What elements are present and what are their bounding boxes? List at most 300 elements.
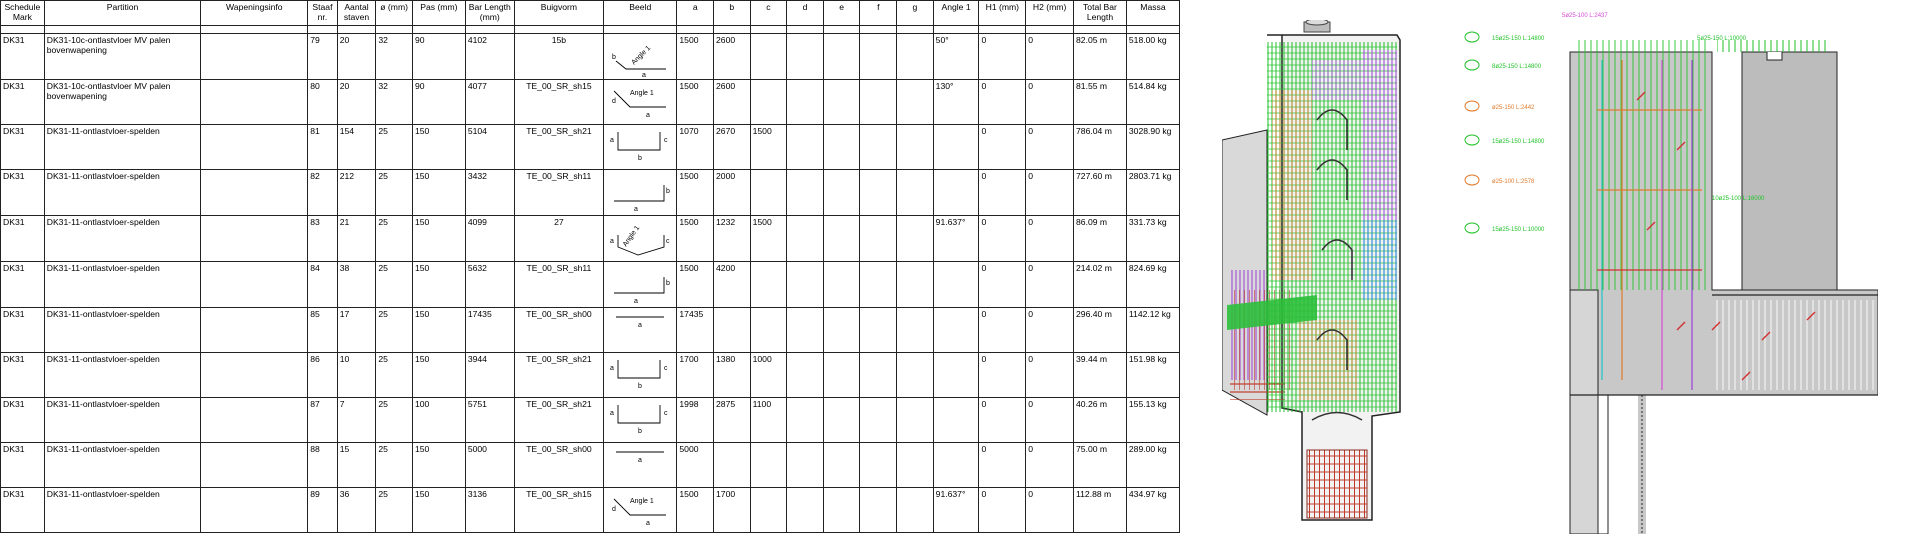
cell-buigvorm: 15b [514,34,604,80]
cell-buigvorm: TE_00_SR_sh11 [514,262,604,308]
cell-h1: 0 [979,125,1026,170]
cell-f [860,34,897,80]
cell-h2: 0 [1026,262,1074,308]
cell-partition: DK31-11-ontlastvloer-spelden [44,353,201,398]
cell-h2: 0 [1026,216,1074,262]
cell-f [860,170,897,216]
column-header-g: g [897,1,934,26]
cell-buigvorm: TE_00_SR_sh21 [514,353,604,398]
bar-shape-straight [608,309,672,351]
cell-dia: 25 [376,398,413,443]
bar-shape-l [608,263,672,305]
cell-dia: 25 [376,216,413,262]
cell-g [897,34,934,80]
column-header-beeld: Beeld [604,1,677,26]
schedule-body [1,26,1180,533]
shape-label-angle: Angle 1 [630,44,653,67]
cell-length: 4099 [465,216,514,262]
cell-info [201,443,308,488]
rebar-plan-view [1462,0,1878,534]
shape-label-c: c [664,410,668,417]
cell-length: 5751 [465,398,514,443]
cell-c: 1500 [750,216,787,262]
column-header-d: d [787,1,824,26]
cell-buigvorm: TE_00_SR_sh21 [514,398,604,443]
cell-beeld [604,34,677,80]
cell-d [787,125,824,170]
column-header-buigvorm: Buigvorm [514,1,604,26]
cell-h2: 0 [1026,488,1074,533]
cell-f [860,80,897,125]
cell-mark: DK31 [1,216,45,262]
cell-partition: DK31-11-ontlastvloer-spelden [44,443,201,488]
cell-info [201,262,308,308]
table-row [1,125,1180,170]
cell-dia: 25 [376,488,413,533]
cell-beeld [604,443,677,488]
cell-beeld [604,170,677,216]
cell-e [823,443,860,488]
table-row [1,308,1180,353]
cell-beeld [604,80,677,125]
cell-a: 1070 [677,125,714,170]
cell-h1: 0 [979,353,1026,398]
cell-mark: DK31 [1,80,45,125]
shape-label-b: b [638,428,643,435]
cell-a: 1700 [677,353,714,398]
cell-e [823,398,860,443]
shape-label-angle: Angle 1 [622,224,642,249]
cell-a: 1500 [677,216,714,262]
cell-e [823,308,860,353]
cell-staaf: 89 [308,488,338,533]
cell-pas: 150 [412,443,465,488]
cell-h1: 0 [979,443,1026,488]
cell-partition: DK31-10c-ontlastvloer MV palen bovenwapening [44,80,201,125]
cell-pas: 150 [412,170,465,216]
column-header-info: Wapeningsinfo [201,1,308,26]
column-header-dia: ø (mm) [376,1,413,26]
cell-h2: 0 [1026,125,1074,170]
cell-total: 214.02 m [1074,262,1127,308]
cell-e [823,125,860,170]
rebar-3d-drawing [1222,20,1432,534]
cell-h1: 0 [979,170,1026,216]
cell-staaf: 84 [308,262,338,308]
cell-h2: 0 [1026,34,1074,80]
cell-a: 17435 [677,308,714,353]
shape-label-b: b [638,383,643,390]
table-row [1,34,1180,80]
cell-d [787,443,824,488]
column-header-b: b [714,1,751,26]
cell-h1: 0 [979,262,1026,308]
cell-d [787,216,824,262]
cell-massa: 155.13 kg [1126,398,1179,443]
cell-a: 1500 [677,34,714,80]
column-header-aantal: Aantal staven [337,1,376,26]
cell-massa: 514.84 kg [1126,80,1179,125]
cell-mark: DK31 [1,170,45,216]
cell-massa: 824.69 kg [1126,262,1179,308]
cell-a: 1500 [677,170,714,216]
plan-label-5: ø25-100 L:2578 [1492,179,1535,185]
cell-h2: 0 [1026,80,1074,125]
cell-c: 1500 [750,125,787,170]
cell-buigvorm: TE_00_SR_sh11 [514,170,604,216]
cell-buigvorm: TE_00_SR_sh00 [514,443,604,488]
cell-e [823,80,860,125]
cell-total: 112.88 m [1074,488,1127,533]
cell-e [823,216,860,262]
cell-d [787,308,824,353]
cell-staaf: 87 [308,398,338,443]
cell-buigvorm: TE_00_SR_sh21 [514,125,604,170]
cell-d [787,398,824,443]
cell-dia: 25 [376,443,413,488]
cell-length: 3432 [465,170,514,216]
cell-dia: 32 [376,34,413,80]
cell-aantal: 20 [337,80,376,125]
cell-pas: 100 [412,398,465,443]
rebar-plan-drawing [1462,0,1878,534]
cell-pas: 150 [412,308,465,353]
cell-g [897,308,934,353]
cell-pas: 150 [412,353,465,398]
column-header-angle1: Angle 1 [933,1,979,26]
column-header-massa: Massa [1126,1,1179,26]
bar-shape-l [608,171,672,213]
cell-aantal: 20 [337,34,376,80]
cell-angle1 [933,262,979,308]
bar-shape-angle_d [608,81,672,123]
cell-partition: DK31-11-ontlastvloer-spelden [44,308,201,353]
cell-buigvorm: TE_00_SR_sh00 [514,308,604,353]
shape-label-a: a [610,137,615,144]
plan-label-right-mid: 10ø25-100 L:16000 [1712,196,1765,202]
cell-mark: DK31 [1,443,45,488]
cell-buigvorm: TE_00_SR_sh15 [514,80,604,125]
column-header-partition: Partition [44,1,201,26]
cell-info [201,488,308,533]
cell-e [823,353,860,398]
plan-label-top-right: 5ø25-150 L:10000 [1697,36,1747,42]
cell-info [201,34,308,80]
cell-buigvorm: 27 [514,216,604,262]
shape-label-a: a [610,238,615,245]
cell-staaf: 81 [308,125,338,170]
cell-beeld [604,262,677,308]
column-header-f: f [860,1,897,26]
table-row [1,170,1180,216]
cell-aantal: 36 [337,488,376,533]
shape-label-angle: Angle 1 [630,90,655,97]
cell-partition: DK31-11-ontlastvloer-spelden [44,488,201,533]
cell-length: 5000 [465,443,514,488]
shape-label-b: b [638,155,643,162]
shape-label-c: c [664,365,668,372]
cell-mark: DK31 [1,262,45,308]
cell-b: 1380 [714,353,751,398]
column-header-h1: H1 (mm) [979,1,1026,26]
cell-b [714,308,751,353]
shape-label-a: a [610,365,615,372]
shape-label-a: a [610,410,615,417]
table-row [1,262,1180,308]
cell-pas: 90 [412,34,465,80]
shape-label-c: c [664,137,668,144]
bar-shape-u [608,399,672,441]
cell-a: 1500 [677,262,714,308]
cell-h2: 0 [1026,443,1074,488]
cell-beeld [604,216,677,262]
cell-partition: DK31-11-ontlastvloer-spelden [44,398,201,443]
bar-shape-u [608,354,672,396]
cell-info [201,398,308,443]
cell-f [860,488,897,533]
cell-c [750,262,787,308]
cell-pas: 90 [412,80,465,125]
column-header-total: Total Bar Length [1074,1,1127,26]
shape-label-a: a [646,112,651,119]
cell-h1: 0 [979,308,1026,353]
column-header-c: c [750,1,787,26]
cell-h1: 0 [979,398,1026,443]
cell-total: 81.55 m [1074,80,1127,125]
cell-dia: 25 [376,353,413,398]
cell-d [787,80,824,125]
shape-label-d: d [612,98,617,105]
column-header-pas: Pas (mm) [412,1,465,26]
cell-g [897,170,934,216]
table-row [1,398,1180,443]
cell-mark: DK31 [1,398,45,443]
cell-angle1: 50° [933,34,979,80]
header-row [1,1,1180,26]
cell-c [750,308,787,353]
cell-a: 1500 [677,488,714,533]
cell-partition: DK31-11-ontlastvloer-spelden [44,216,201,262]
shape-label-b: b [612,54,617,61]
cell-aantal: 10 [337,353,376,398]
table-row [1,353,1180,398]
cell-b: 2000 [714,170,751,216]
cell-f [860,125,897,170]
cell-total: 86.09 m [1074,216,1127,262]
cell-h1: 0 [979,216,1026,262]
cell-beeld [604,488,677,533]
plan-label-4: 15ø25-150 L:14800 [1492,139,1545,145]
cell-massa: 518.00 kg [1126,34,1179,80]
cell-d [787,34,824,80]
shape-label-c: c [666,238,670,245]
cell-angle1 [933,308,979,353]
cell-d [787,353,824,398]
cell-massa: 434.97 kg [1126,488,1179,533]
shape-label-a: a [634,298,639,305]
cell-info [201,170,308,216]
cell-length: 5104 [465,125,514,170]
cell-buigvorm: TE_00_SR_sh15 [514,488,604,533]
cell-aantal: 15 [337,443,376,488]
cell-b: 2670 [714,125,751,170]
cell-length: 3136 [465,488,514,533]
cell-staaf: 82 [308,170,338,216]
cell-angle1: 91.637° [933,216,979,262]
cell-mark: DK31 [1,488,45,533]
cell-h2: 0 [1026,398,1074,443]
cell-massa: 3028.90 kg [1126,125,1179,170]
cell-dia: 25 [376,125,413,170]
cell-h2: 0 [1026,353,1074,398]
cell-massa: 151.98 kg [1126,353,1179,398]
cell-g [897,216,934,262]
plan-label-top: 5ø25-100 L:2437 [1562,13,1608,19]
cell-g [897,488,934,533]
plan-label-3: ø25-150 L:2442 [1492,105,1535,111]
cell-length: 5632 [465,262,514,308]
cell-e [823,170,860,216]
column-header-e: e [823,1,860,26]
shape-label-a: a [646,520,651,527]
cell-pas: 150 [412,216,465,262]
cell-b: 1700 [714,488,751,533]
cell-b: 2600 [714,80,751,125]
cell-aantal: 7 [337,398,376,443]
column-header-a: a [677,1,714,26]
table-row [1,488,1180,533]
cell-staaf: 85 [308,308,338,353]
cell-mark: DK31 [1,308,45,353]
cell-length: 3944 [465,353,514,398]
cell-info [201,125,308,170]
cell-staaf: 80 [308,80,338,125]
cell-angle1: 91.637° [933,488,979,533]
cell-info [201,353,308,398]
cell-e [823,262,860,308]
cell-h2: 0 [1026,308,1074,353]
cell-staaf: 83 [308,216,338,262]
cell-h1: 0 [979,488,1026,533]
cell-b: 2600 [714,34,751,80]
cell-aantal: 154 [337,125,376,170]
cell-length: 4102 [465,34,514,80]
column-header-h2: H2 (mm) [1026,1,1074,26]
cell-f [860,443,897,488]
cell-g [897,398,934,443]
plan-label-1: 15ø25-150 L:14800 [1492,36,1545,42]
cell-beeld [604,398,677,443]
shape-label-a: a [638,457,643,464]
shape-label-b: b [666,188,671,195]
cell-b: 1232 [714,216,751,262]
cell-angle1: 130° [933,80,979,125]
rebar-3d-view [1222,20,1432,534]
bar-shape-straight [608,444,672,486]
cell-staaf: 86 [308,353,338,398]
cell-aantal: 21 [337,216,376,262]
cell-h2: 0 [1026,170,1074,216]
shape-label-a: a [642,72,647,77]
shape-label-angle: Angle 1 [630,498,655,505]
cell-info [201,308,308,353]
cell-dia: 25 [376,308,413,353]
cell-mark: DK31 [1,353,45,398]
bar-shape-angle_d [608,489,672,531]
shape-label-d: d [612,506,617,513]
table-row [1,80,1180,125]
cell-d [787,488,824,533]
bar-shape-u_angle [608,217,672,259]
cell-staaf: 79 [308,34,338,80]
cell-total: 727.60 m [1074,170,1127,216]
cell-f [860,308,897,353]
cell-a: 1500 [677,80,714,125]
plan-label-6: 15ø25-150 L:10000 [1492,227,1545,233]
cell-partition: DK31-11-ontlastvloer-spelden [44,170,201,216]
cell-a: 1998 [677,398,714,443]
cell-g [897,80,934,125]
cell-dia: 32 [376,80,413,125]
cell-aantal: 212 [337,170,376,216]
cell-f [860,398,897,443]
cell-mark: DK31 [1,125,45,170]
cell-a: 5000 [677,443,714,488]
shape-label-b: b [666,280,671,287]
cell-total: 82.05 m [1074,34,1127,80]
cell-c: 1000 [750,353,787,398]
cell-aantal: 38 [337,262,376,308]
cell-beeld [604,125,677,170]
cell-length: 4077 [465,80,514,125]
cell-info [201,80,308,125]
cell-h1: 0 [979,80,1026,125]
bar-shape-bend_angle [608,35,672,77]
bar-shape-u [608,126,672,168]
cell-mark: DK31 [1,34,45,80]
cell-angle1 [933,398,979,443]
cell-b: 2875 [714,398,751,443]
cell-f [860,216,897,262]
cell-f [860,262,897,308]
cell-partition: DK31-10c-ontlastvloer MV palen bovenwapening [44,34,201,80]
cell-total: 75.00 m [1074,443,1127,488]
cell-massa: 1142.12 kg [1126,308,1179,353]
cell-angle1 [933,125,979,170]
cell-partition: DK31-11-ontlastvloer-spelden [44,262,201,308]
cell-length: 17435 [465,308,514,353]
column-header-staaf: Staaf nr. [308,1,338,26]
cell-c [750,34,787,80]
table-row [1,443,1180,488]
cell-g [897,262,934,308]
cell-massa: 289.00 kg [1126,443,1179,488]
cell-h1: 0 [979,34,1026,80]
cell-b [714,443,751,488]
cell-total: 39.44 m [1074,353,1127,398]
cell-massa: 331.73 kg [1126,216,1179,262]
cell-f [860,353,897,398]
cell-angle1 [933,353,979,398]
header-spacer [1,26,1180,34]
column-header-mark: Schedule Mark [1,1,45,26]
shape-label-a: a [634,206,639,213]
cell-beeld [604,308,677,353]
cell-pas: 150 [412,488,465,533]
cell-info [201,216,308,262]
cell-g [897,353,934,398]
cell-c [750,170,787,216]
